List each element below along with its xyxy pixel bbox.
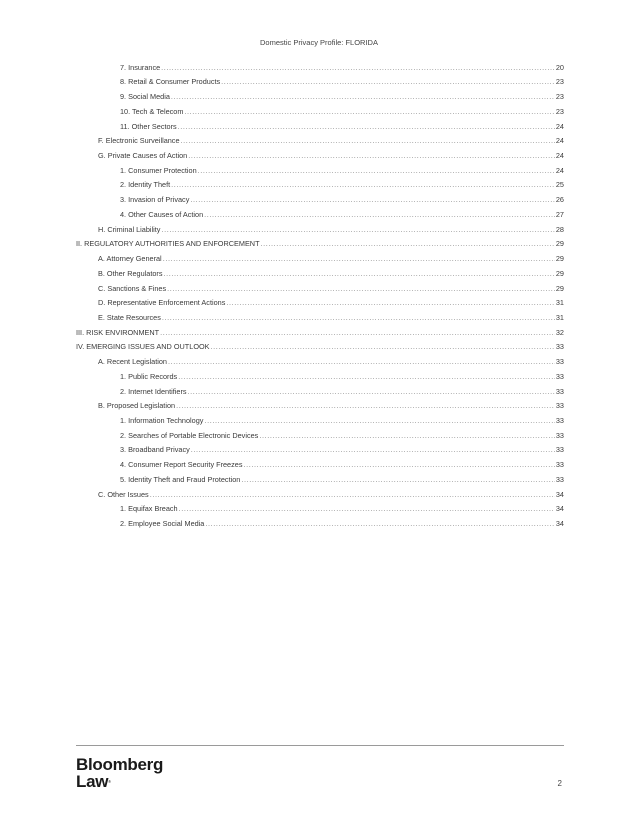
toc-entry-page: 33 (555, 430, 564, 440)
logo-line-1: Bloomberg (76, 755, 164, 774)
toc-entry-page: 24 (555, 136, 564, 146)
toc-entry-page: 24 (555, 121, 564, 131)
toc-entry-label: E. State Resources (98, 312, 161, 322)
toc-entry-label: 2. Employee Social Media (120, 519, 205, 528)
toc-dot-leader (204, 416, 554, 425)
toc-dot-leader (171, 92, 555, 101)
toc-entry-label: 3. Broadband Privacy (120, 445, 190, 455)
toc-dot-leader (167, 284, 555, 293)
toc-entry-page: 31 (555, 298, 564, 308)
toc-entry-page: 23 (555, 92, 564, 102)
page-number: 2 (557, 779, 562, 788)
toc-entry[interactable] (76, 410, 564, 425)
toc-entry[interactable] (76, 160, 564, 175)
toc-entry-label: 3. Invasion of Privacy (120, 195, 190, 205)
toc-entry-label: H. Criminal Liability (98, 224, 161, 234)
toc-entry-label: 2. Identity Theft (120, 180, 171, 190)
toc-dot-leader (241, 475, 555, 484)
toc-entry-label: C. Sanctions & Fines (98, 283, 167, 293)
toc-entry[interactable] (76, 440, 564, 455)
toc-dot-leader (221, 77, 555, 86)
toc-dot-leader (188, 151, 555, 160)
toc-dot-leader (178, 122, 555, 131)
toc-entry[interactable] (76, 484, 564, 499)
toc-entry[interactable] (76, 513, 564, 528)
toc-entry-page: 29 (555, 254, 564, 264)
toc-entry-label: 5. Identity Theft and Fraud Protection (120, 474, 241, 484)
toc-entry-page: 33 (555, 460, 564, 470)
toc-dot-leader (243, 460, 554, 469)
toc-entry-label: B. Proposed Legislation (98, 401, 176, 411)
toc-entry-label: F. Electronic Surveillance (98, 136, 180, 146)
toc-entry[interactable] (76, 101, 564, 116)
toc-entry-label: IV. EMERGING ISSUES AND OUTLOOK (76, 342, 210, 352)
toc-entry-label: C. Other Issues (98, 489, 149, 499)
toc-dot-leader (176, 401, 555, 410)
toc-entry-label: 10. Tech & Telecom (120, 106, 184, 116)
toc-entry-page: 25 (555, 180, 564, 190)
toc-dot-leader (198, 166, 555, 175)
toc-entry[interactable] (76, 263, 564, 278)
toc-entry-page: 32 (555, 327, 564, 337)
toc-dot-leader (204, 210, 555, 219)
toc-entry[interactable] (76, 278, 564, 293)
toc-entry-page: 29 (555, 268, 564, 278)
toc-entry-page: 28 (555, 224, 564, 234)
toc-entry[interactable] (76, 175, 564, 190)
toc-dot-leader (178, 372, 555, 381)
bloomberg-law-logo (76, 756, 163, 790)
toc-entry[interactable] (76, 131, 564, 146)
toc-dot-leader (205, 519, 555, 528)
toc-entry-label: 4. Other Causes of Action (120, 209, 204, 219)
toc-dot-leader (184, 107, 554, 116)
toc-dot-leader (191, 445, 555, 454)
toc-entry-page: 26 (555, 195, 564, 205)
toc-entry[interactable] (76, 189, 564, 204)
toc-entry-label: 1. Public Records (120, 371, 178, 381)
toc-entry[interactable] (76, 337, 564, 352)
toc-dot-leader (211, 342, 555, 351)
toc-entry-page: 31 (555, 312, 564, 322)
toc-entry-label: B. Other Regulators (98, 268, 163, 278)
logo-trademark: ® (108, 779, 111, 784)
toc-entry-page: 33 (555, 371, 564, 381)
toc-entry[interactable] (76, 293, 564, 308)
toc-dot-leader (168, 357, 555, 366)
footer-divider (76, 745, 564, 746)
toc-dot-leader (261, 239, 555, 248)
toc-entry-label: 11. Other Sectors (120, 121, 177, 131)
toc-entry-page: 23 (555, 77, 564, 87)
toc-entry-page: 24 (555, 165, 564, 175)
toc-entry[interactable] (76, 499, 564, 514)
toc-entry-label: 1. Information Technology (120, 415, 204, 425)
toc-entry-page: 34 (555, 504, 564, 514)
toc-entry-page: 33 (555, 401, 564, 411)
toc-entry-page: 24 (555, 151, 564, 161)
toc-entry-label: D. Representative Enforcement Actions (98, 298, 226, 308)
toc-entry[interactable] (76, 116, 564, 131)
toc-dot-leader (164, 269, 555, 278)
toc-entry-page: 20 (555, 62, 564, 72)
toc-entry[interactable] (76, 381, 564, 396)
toc-entry[interactable] (76, 322, 564, 337)
toc-entry-label: II. REGULATORY AUTHORITIES AND ENFORCEMENT (76, 239, 260, 249)
toc-entry[interactable] (76, 396, 564, 411)
table-of-contents (76, 57, 564, 528)
toc-entry[interactable] (76, 454, 564, 469)
toc-entry-page: 33 (555, 474, 564, 484)
toc-entry-page: 27 (555, 209, 564, 219)
toc-entry[interactable] (76, 248, 564, 263)
toc-entry[interactable] (76, 366, 564, 381)
toc-entry-label: III. RISK ENVIRONMENT (76, 327, 160, 337)
toc-entry[interactable] (76, 204, 564, 219)
toc-entry-label: 9. Social Media (120, 92, 170, 102)
toc-entry-page: 33 (555, 357, 564, 367)
toc-entry[interactable] (76, 219, 564, 234)
toc-entry[interactable] (76, 351, 564, 366)
toc-entry-page: 34 (555, 519, 564, 528)
toc-entry-label: 7. Insurance (120, 62, 161, 72)
toc-entry[interactable] (76, 234, 564, 249)
toc-entry-label: 2. Internet Identifiers (120, 386, 187, 396)
toc-dot-leader (181, 136, 555, 145)
toc-entry-label: A. Attorney General (98, 254, 162, 264)
toc-entry-page: 29 (555, 239, 564, 249)
logo-line-2: Law (76, 772, 109, 791)
page-header-title: Domestic Privacy Profile: FLORIDA (260, 38, 378, 47)
toc-entry-label: 4. Consumer Report Security Freezes (120, 460, 243, 470)
toc-dot-leader (161, 225, 554, 234)
toc-dot-leader (179, 504, 555, 513)
toc-dot-leader (190, 195, 555, 204)
toc-dot-leader (226, 298, 555, 307)
toc-dot-leader (259, 431, 555, 440)
toc-dot-leader (160, 328, 555, 337)
toc-entry[interactable] (76, 469, 564, 484)
toc-dot-leader (188, 387, 555, 396)
toc-entry-page: 33 (555, 342, 564, 352)
toc-entry-page: 33 (555, 415, 564, 425)
toc-entry[interactable] (76, 307, 564, 322)
toc-dot-leader (162, 313, 555, 322)
toc-entry[interactable] (76, 72, 564, 87)
toc-entry-page: 34 (555, 489, 564, 499)
toc-entry-label: 8. Retail & Consumer Products (120, 77, 221, 87)
toc-dot-leader (163, 254, 555, 263)
toc-entry-label: 2. Searches of Portable Electronic Devices (120, 430, 259, 440)
toc-entry-page: 23 (555, 106, 564, 116)
toc-entry-page: 29 (555, 283, 564, 293)
toc-entry-page: 33 (555, 445, 564, 455)
toc-entry[interactable] (76, 145, 564, 160)
toc-entry-label: G. Private Causes of Action (98, 151, 188, 161)
toc-dot-leader (161, 63, 555, 72)
toc-entry-label: A. Recent Legislation (98, 357, 167, 367)
toc-entry-page: 33 (555, 386, 564, 396)
toc-dot-leader (150, 490, 555, 499)
toc-entry[interactable] (76, 86, 564, 101)
toc-entry-label: 1. Consumer Protection (120, 165, 197, 175)
toc-dot-leader (171, 180, 555, 189)
toc-entry[interactable] (76, 425, 564, 440)
toc-entry[interactable] (76, 57, 564, 72)
toc-entry-label: 1. Equifax Breach (120, 504, 178, 514)
